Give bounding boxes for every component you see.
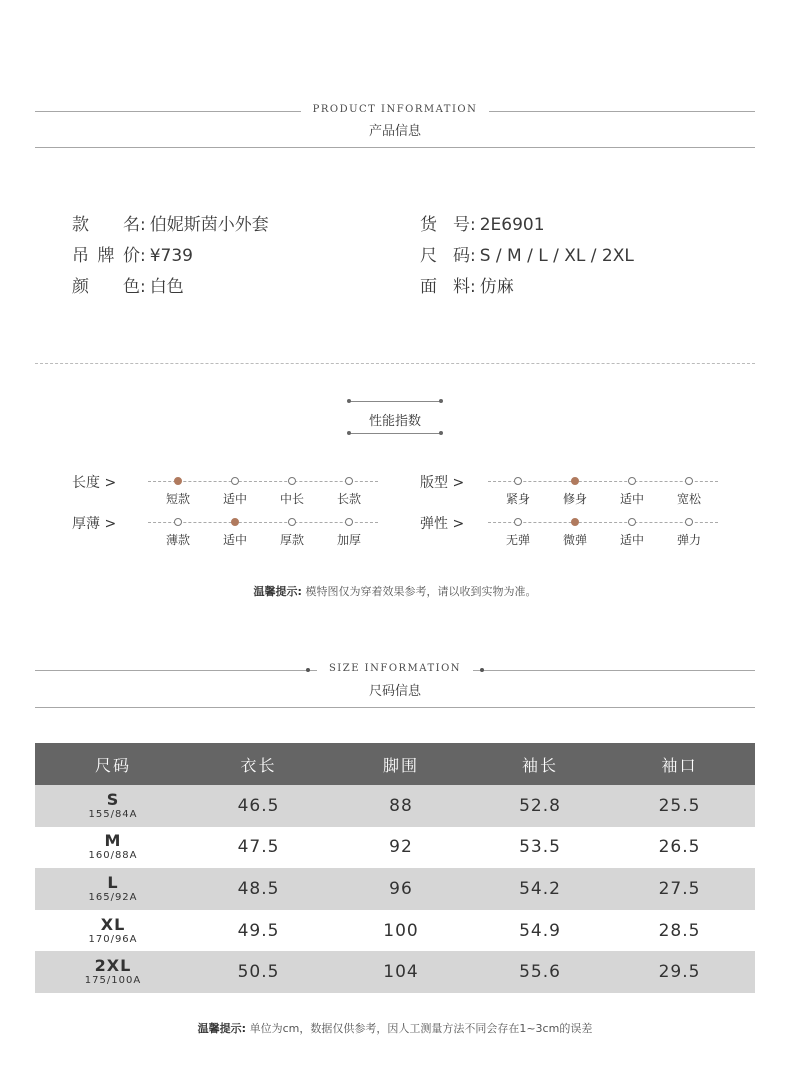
perf-dot [174, 518, 182, 526]
size-label: S [106, 789, 120, 809]
size-label: M [104, 831, 122, 851]
info-tag-price: 吊牌价: ¥739 [72, 241, 193, 266]
measurement-cell: 88 [326, 785, 476, 827]
info-fabric: 面料: 仿麻 [420, 272, 514, 297]
perf-dot [288, 477, 296, 485]
perf-option-label: 宽松 [676, 492, 701, 506]
perf-option-label: 加厚 [336, 533, 361, 547]
size-row [35, 868, 755, 910]
perf-dot-selected [571, 477, 579, 485]
measurement-cell: 29.5 [604, 951, 755, 993]
perf-dot [288, 518, 296, 526]
note-text: 模特图仅为穿着效果参考，请以收到实物为准。 [301, 585, 537, 598]
info-value: 伯妮斯茵小外套 [149, 215, 269, 235]
perf-dot [685, 477, 693, 485]
size-row [35, 785, 755, 827]
measurement-cell: 49.5 [237, 920, 280, 941]
info-sizes: 尺码: S / M / L / XL / 2XL [420, 241, 634, 266]
info-divider-dashed [35, 363, 755, 364]
perf-title-dot [439, 399, 443, 403]
size-cell [35, 910, 191, 952]
info-style-name: 款名: 伯妮斯茵小外套 [72, 210, 269, 235]
header-hem: 脚围 [326, 743, 476, 785]
perf-dot [514, 518, 522, 526]
size-row [35, 951, 755, 993]
size-label: XL [100, 914, 126, 934]
size-row [35, 910, 755, 952]
perf-option-label: 适中 [619, 533, 644, 547]
info-value: 2E6901 [479, 215, 545, 235]
perf-dot [345, 477, 353, 485]
header-sleeve-length: 袖长 [476, 743, 604, 785]
perf-option-label: 修身 [562, 492, 587, 506]
info-label: 款名 [72, 215, 140, 235]
perf-option-label: 适中 [222, 533, 247, 547]
info-label: 面料 [420, 277, 470, 297]
measurement-cell: 47.5 [237, 837, 280, 858]
info-item-number: 货号: 2E6901 [420, 210, 545, 235]
perf-dot [628, 477, 636, 485]
measurement-cell: 50.5 [191, 951, 326, 993]
info-label: 尺码 [420, 246, 470, 266]
size-label: L [107, 872, 119, 892]
info-value: 白色 [149, 277, 184, 297]
measurement-cell: 28.5 [658, 920, 701, 941]
measurement-cell: 100 [383, 920, 419, 941]
performance-note [0, 583, 790, 599]
info-value: 仿麻 [479, 277, 514, 297]
size-cell [35, 951, 191, 993]
measurement-cell: 55.6 [476, 951, 604, 993]
size-section-rule-bottom [35, 707, 755, 708]
perf-dot [685, 518, 693, 526]
perf-title-dot [439, 431, 443, 435]
perf-option-label: 适中 [619, 492, 644, 506]
measurement-cell: 92 [389, 837, 413, 858]
size-section-title-en: SIZE INFORMATION [0, 663, 790, 674]
size-note [0, 1020, 790, 1036]
measurement-cell: 26.5 [658, 837, 701, 858]
size-table-header [35, 743, 755, 785]
size-row [35, 827, 755, 869]
note-label: 温馨提示: [197, 1022, 247, 1035]
measurement-cell: 54.9 [519, 920, 561, 941]
size-spec: 160/88A [88, 850, 138, 862]
measurement-cell: 46.5 [191, 785, 326, 827]
perf-option-label: 紧身 [505, 492, 530, 506]
size-label: 2XL [94, 956, 132, 976]
info-value: S / M / L / XL / 2XL [479, 246, 634, 266]
size-cell [35, 827, 191, 869]
product-section-rule-bottom [35, 147, 755, 148]
info-value: ¥739 [149, 246, 193, 266]
perf-row-label: 版型 > [420, 475, 465, 491]
perf-scale-line [148, 522, 378, 523]
size-spec: 170/96A [88, 933, 138, 945]
perf-option-label: 厚款 [279, 533, 304, 547]
perf-scale-line [488, 481, 718, 482]
measurement-cell: 53.5 [519, 837, 561, 858]
perf-option-label: 短款 [165, 492, 190, 506]
perf-option-label: 中长 [279, 492, 304, 506]
perf-scale-line [148, 481, 378, 482]
measurement-cell: 96 [326, 868, 476, 910]
header-length: 衣长 [191, 743, 326, 785]
perf-scale-line [488, 522, 718, 523]
perf-dot-selected [571, 518, 579, 526]
perf-row-label: 长度 > [72, 475, 117, 491]
perf-title: 性能指数 [368, 414, 421, 429]
product-section-title-cn: 产品信息 [368, 124, 421, 139]
perf-title-dot [347, 399, 351, 403]
size-spec: 175/100A [84, 975, 142, 987]
perf-option-label: 无弹 [505, 533, 530, 547]
measurement-cell: 48.5 [191, 868, 326, 910]
size-cell [35, 868, 191, 910]
note-label: 温馨提示: [253, 585, 302, 598]
perf-option-label: 薄款 [165, 533, 190, 547]
size-cell [35, 785, 191, 827]
product-section-title-en: PRODUCT INFORMATION [0, 104, 790, 115]
perf-option-label: 弹力 [676, 533, 701, 547]
size-table [35, 743, 755, 993]
size-section-title-cn: 尺码信息 [368, 684, 421, 699]
perf-dot-selected [174, 477, 182, 485]
note-text: 单位为cm，数据仅供参考，因人工测量方法不同会存在1~3cm的误差 [246, 1022, 593, 1035]
measurement-cell: 52.8 [476, 785, 604, 827]
info-color: 颜色: 白色 [72, 272, 184, 297]
measurement-cell: 54.2 [476, 868, 604, 910]
header-size: 尺码 [35, 743, 191, 785]
perf-dot-selected [231, 518, 239, 526]
perf-dot [628, 518, 636, 526]
perf-row-label: 厚薄 > [72, 516, 117, 532]
perf-dot [345, 518, 353, 526]
perf-dot [231, 477, 239, 485]
size-spec: 165/92A [88, 891, 138, 903]
size-spec: 155/84A [88, 808, 138, 820]
perf-option-label: 长款 [336, 492, 361, 506]
perf-title-dot [347, 431, 351, 435]
perf-option-label: 适中 [222, 492, 247, 506]
perf-row-label: 弹性 > [420, 516, 465, 532]
perf-option-label: 微弹 [562, 533, 587, 547]
measurement-cell: 104 [326, 951, 476, 993]
header-cuff: 袖口 [604, 743, 755, 785]
measurement-cell: 27.5 [604, 868, 755, 910]
perf-dot [514, 477, 522, 485]
measurement-cell: 25.5 [604, 785, 755, 827]
info-label: 货号 [420, 215, 470, 235]
info-label: 颜色 [72, 277, 140, 297]
info-label: 吊牌价 [72, 246, 140, 266]
perf-title-line-bottom [350, 433, 440, 434]
perf-title-line-top [350, 401, 440, 402]
